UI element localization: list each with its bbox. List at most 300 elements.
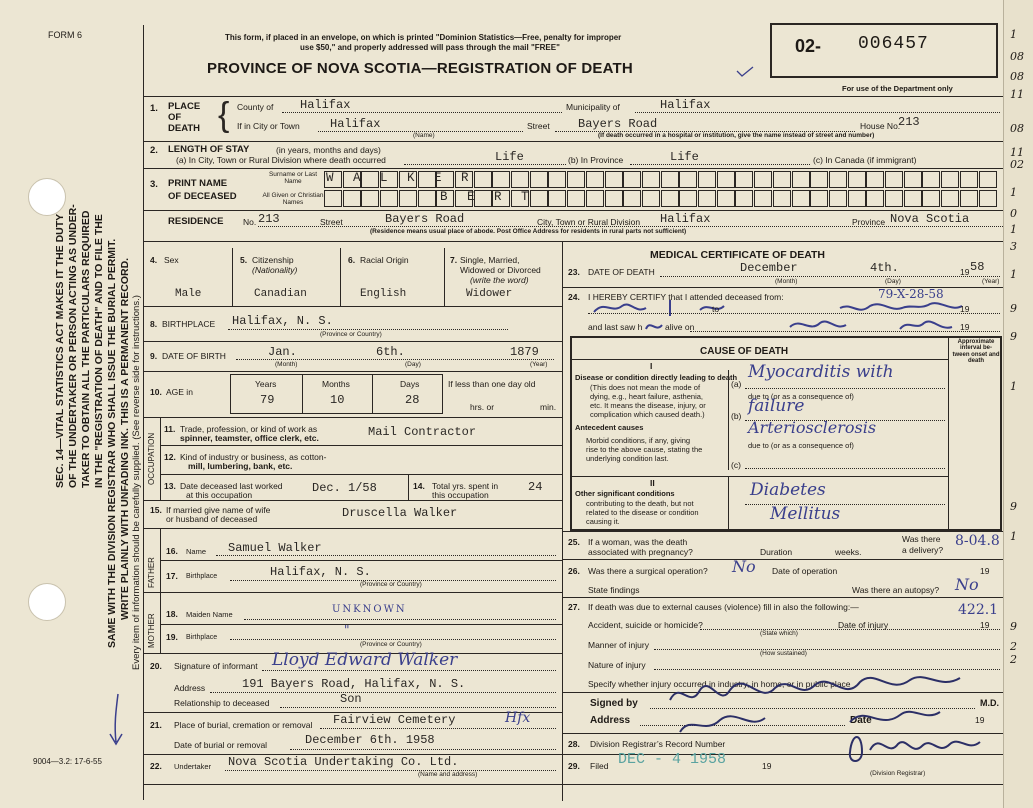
death-day-value: 4th. bbox=[870, 261, 899, 275]
relationship-value: Son bbox=[340, 692, 362, 706]
pregnancy-label-2: associated with pregnancy? bbox=[588, 547, 693, 557]
other-condition-1: Diabetes bbox=[750, 480, 826, 500]
brace: { bbox=[218, 96, 230, 134]
stay-c-label: (c) In Canada (if immigrant) bbox=[813, 155, 917, 165]
edge-code: 1 bbox=[1010, 530, 1017, 543]
letter-cell bbox=[717, 190, 735, 207]
postal-note-1: This form, if placed in an envelope, on which is printed "Dominion Statistics—Free, penalty for improper bbox=[225, 33, 622, 42]
rule bbox=[302, 374, 303, 414]
item-num: 16. bbox=[166, 546, 178, 556]
res-province-label: Province bbox=[852, 217, 886, 227]
rule bbox=[143, 371, 562, 372]
rule bbox=[143, 306, 562, 307]
item-num: 25. bbox=[568, 537, 580, 547]
immediate-note: complication which caused death.) bbox=[590, 410, 705, 419]
letter-cell bbox=[754, 171, 772, 188]
letter-cell bbox=[960, 190, 978, 207]
years-spent-label: Total yrs. spent in bbox=[432, 481, 499, 491]
manner-label: Manner of injury bbox=[588, 640, 649, 650]
field-line bbox=[745, 468, 945, 469]
field-line bbox=[225, 770, 556, 771]
other-conditions-label: Other significant conditions bbox=[575, 489, 675, 498]
cause-title: CAUSE OF DEATH bbox=[700, 346, 789, 357]
external-causes-label: If death was due to external causes (violence) fill in also the following:— bbox=[588, 602, 859, 612]
informant-sig-label: Signature of informant bbox=[174, 661, 258, 671]
death-month-value: December bbox=[740, 261, 798, 275]
item-num: 24. bbox=[568, 292, 580, 302]
father-name-label: Name bbox=[186, 547, 207, 556]
letter-cell bbox=[754, 190, 772, 207]
rule bbox=[160, 528, 161, 653]
res-no-value: 213 bbox=[258, 212, 280, 226]
record-number-label: Division Registrar’s Record Number bbox=[590, 739, 726, 749]
edge-code: 1 bbox=[1010, 223, 1017, 236]
informant-signature: Lloyd Edward Walker bbox=[272, 650, 458, 670]
edge-code: 0 bbox=[1010, 207, 1017, 220]
weeks-label: weeks. bbox=[835, 547, 862, 557]
mother-name-label: Maiden Name bbox=[186, 610, 233, 619]
letter-cell bbox=[979, 171, 997, 188]
rule bbox=[143, 500, 562, 501]
year-prefix: 19 bbox=[762, 761, 772, 771]
mother-name-value: UNKNOWN bbox=[332, 604, 407, 615]
burial-place-label: Place of burial, cremation or removal bbox=[174, 720, 313, 730]
sidebar-line-6: WRITE PLAINLY WITH UNFADING INK. THIS IS A PERMANENT RECORD. bbox=[119, 257, 131, 620]
sidebar-line-1: SEC. 14—VITAL STATISTICS ACT MAKES IT THE DUTY bbox=[54, 213, 66, 488]
father-birthplace-label: Birthplace bbox=[186, 573, 218, 580]
edge-code: 08 bbox=[1010, 50, 1024, 63]
rule bbox=[143, 96, 1003, 97]
rule bbox=[143, 417, 562, 418]
letter-cell bbox=[773, 171, 791, 188]
given-value: B E R T bbox=[440, 190, 535, 204]
due-to-label: due to (or as a consequence of) bbox=[748, 392, 854, 401]
item-num: 21. bbox=[150, 720, 162, 730]
rule bbox=[160, 445, 562, 446]
letter-cell bbox=[361, 190, 379, 207]
edge-code: 2 bbox=[1010, 640, 1017, 653]
date-label: Date bbox=[850, 715, 872, 726]
letter-cell bbox=[642, 190, 660, 207]
letter-cell bbox=[979, 190, 997, 207]
letter-cell bbox=[698, 190, 716, 207]
months-label: Months bbox=[322, 379, 350, 389]
part-one-label: I bbox=[650, 361, 653, 371]
age-months-value: 10 bbox=[330, 393, 345, 407]
field-line bbox=[745, 388, 945, 389]
item-num: 4. bbox=[150, 255, 158, 265]
age-years-value: 79 bbox=[260, 393, 275, 407]
field-line bbox=[630, 164, 810, 165]
spouse-label-2: or husband of deceased bbox=[166, 514, 258, 524]
immediate-note: dying, e.g., heart failure, asthenia, bbox=[590, 392, 703, 401]
letter-cell bbox=[904, 171, 922, 188]
edge-code: 1 bbox=[1010, 28, 1017, 41]
registrar-caption: (Division Registrar) bbox=[870, 770, 926, 777]
last-worked-label-2: at this occupation bbox=[186, 490, 253, 500]
residence-note: (Residence means usual place of abode. Post Office Address for residents in rural parts not sufficient) bbox=[370, 228, 687, 235]
letter-cell bbox=[922, 171, 940, 188]
punch-hole-top bbox=[28, 178, 66, 216]
letter-cell bbox=[885, 171, 903, 188]
burial-date-value: December 6th. 1958 bbox=[305, 733, 435, 747]
to-label: to bbox=[712, 304, 720, 314]
letter-cell bbox=[530, 171, 548, 188]
mother-birthplace-label: Birthplace bbox=[186, 634, 218, 641]
field-line bbox=[228, 329, 508, 330]
attended-note: 79-X-28-58 bbox=[878, 287, 944, 301]
filed-date-stamp: DEC - 4 1958 bbox=[618, 751, 727, 768]
item-num: 5. bbox=[240, 255, 248, 265]
stay-label: LENGTH OF STAY bbox=[168, 144, 250, 155]
undertaker-label: Undertaker bbox=[174, 762, 212, 771]
pregnancy-label: If a woman, was the death bbox=[588, 537, 688, 547]
letter-cell bbox=[548, 190, 566, 207]
citizenship-sub: (Nationality) bbox=[252, 265, 298, 275]
form-title: PROVINCE OF NOVA SCOTIA—REGISTRATION OF DEATH bbox=[207, 60, 633, 77]
letter-cell bbox=[810, 190, 828, 207]
other-condition-2: Mellitus bbox=[770, 504, 841, 524]
edge-code: 3 bbox=[1010, 240, 1017, 253]
rule bbox=[160, 560, 562, 561]
rule bbox=[408, 474, 409, 500]
dob-month-value: Jan. bbox=[268, 345, 297, 359]
letter-cell bbox=[960, 171, 978, 188]
rule bbox=[143, 528, 562, 529]
dept-use-label: For use of the Department only bbox=[842, 84, 953, 93]
birthplace-sub: (Province or Country) bbox=[320, 331, 382, 338]
rule bbox=[570, 359, 948, 360]
street-label: Street bbox=[527, 121, 550, 131]
medical-certificate-title: MEDICAL CERTIFICATE OF DEATH bbox=[650, 249, 825, 261]
letter-cell bbox=[511, 171, 529, 188]
letter-cell bbox=[829, 171, 847, 188]
year-prefix: 19 bbox=[960, 322, 970, 332]
sidebar-line-5: SAME WITH THE DIVISION REGISTRAR WHO SHALL ISSUE THE BURIAL PERMIT. bbox=[106, 238, 118, 648]
due-to-label: due to (or as a consequence of) bbox=[748, 441, 854, 450]
other-note: related to the disease or condition bbox=[586, 508, 699, 517]
letter-cell bbox=[642, 171, 660, 188]
occupation-examples: spinner, teamster, office clerk, etc. bbox=[180, 433, 319, 443]
stay-a-value: Life bbox=[495, 150, 524, 164]
days-label: Days bbox=[400, 379, 420, 389]
year-caption: (Year) bbox=[982, 278, 1000, 285]
pen-tick-mark bbox=[100, 690, 130, 750]
date-of-death-label: DATE OF DEATH bbox=[588, 267, 655, 277]
letter-cell bbox=[343, 190, 361, 207]
age-label: AGE in bbox=[166, 387, 193, 397]
father-side-label: FATHER bbox=[147, 557, 156, 588]
letter-cell bbox=[623, 190, 641, 207]
letter-cell bbox=[735, 190, 753, 207]
field-line bbox=[262, 670, 556, 671]
delivery-code: 8-04.8 bbox=[955, 533, 1000, 549]
duration-label: Duration bbox=[760, 547, 793, 557]
item-num: 19. bbox=[166, 632, 178, 642]
occupation-value: Mail Contractor bbox=[368, 425, 477, 439]
age-days-value: 28 bbox=[405, 393, 420, 407]
citizenship-label: Citizenship bbox=[252, 255, 294, 265]
other-note: causing it. bbox=[586, 517, 620, 526]
burial-date-label: Date of burial or removal bbox=[174, 740, 268, 750]
letter-cell bbox=[605, 171, 623, 188]
sidebar-line-7: Every item of information should be carefully supplied. (See reverse side for instructions.) bbox=[131, 295, 142, 670]
letter-cell bbox=[492, 171, 510, 188]
undertaker-value: Nova Scotia Undertaking Co. Ltd. bbox=[228, 755, 459, 769]
years-label: Years bbox=[255, 379, 277, 389]
field-line bbox=[700, 629, 1000, 630]
of-deceased-label: OF DECEASED bbox=[168, 191, 237, 202]
letter-cell bbox=[885, 190, 903, 207]
edge-code: 1 bbox=[1010, 380, 1017, 393]
rule bbox=[340, 248, 341, 306]
letter-cell bbox=[941, 190, 959, 207]
field-line bbox=[290, 749, 556, 750]
father-birthplace-value: Halifax, N. S. bbox=[270, 565, 371, 579]
year-prefix: 19 bbox=[975, 715, 985, 725]
item-num: 6. bbox=[348, 255, 356, 265]
name-caption: (Name) bbox=[413, 132, 435, 139]
stay-sub: (in years, months and days) bbox=[276, 145, 381, 155]
item-num: 12. bbox=[164, 452, 176, 462]
certify-label: I HEREBY CERTIFY that I attended deceased from: bbox=[588, 292, 784, 302]
item-num: 29. bbox=[568, 761, 580, 771]
letter-cell bbox=[661, 190, 679, 207]
item-num: 14. bbox=[413, 481, 425, 491]
letter-cell bbox=[380, 190, 398, 207]
filed-label: Filed bbox=[590, 761, 609, 771]
sidebar-line-2: OF THE UNDERTAKER OR PERSON ACTING AS UNDER- bbox=[67, 204, 79, 488]
autopsy-value: No bbox=[955, 575, 979, 594]
autopsy-label: Was there an autopsy? bbox=[852, 585, 940, 595]
last-seen-handwriting bbox=[640, 313, 1010, 337]
cause-a-marker: (a) bbox=[731, 379, 742, 389]
item-num: 27. bbox=[568, 602, 580, 612]
cause-b-value: failure bbox=[748, 396, 805, 416]
edge-code: 9 bbox=[1010, 302, 1017, 315]
antecedent-note: rise to the above cause, stating the bbox=[586, 445, 703, 454]
year-prefix: 19 bbox=[980, 620, 990, 630]
city-label: If in City or Town bbox=[237, 121, 300, 131]
last-worked-label: Date deceased last worked bbox=[180, 481, 283, 491]
cause-c-value: Arteriosclerosis bbox=[748, 418, 877, 437]
dob-label: DATE OF BIRTH bbox=[162, 351, 226, 361]
letter-cell bbox=[399, 190, 417, 207]
rule bbox=[143, 168, 1003, 169]
column-divider bbox=[562, 241, 563, 801]
city-value: Halifax bbox=[330, 117, 381, 131]
letter-cell bbox=[679, 190, 697, 207]
edge-code: 11 bbox=[1010, 88, 1024, 101]
antecedent-note: Morbid conditions, if any, giving bbox=[586, 436, 691, 445]
findings-label: State findings bbox=[588, 585, 640, 595]
rule bbox=[160, 474, 562, 475]
letter-cell bbox=[866, 171, 884, 188]
cause-b-marker: (b) bbox=[731, 411, 742, 421]
mother-birthplace-value: " bbox=[344, 623, 350, 637]
edge-code: 1 bbox=[1010, 268, 1017, 281]
field-line bbox=[210, 692, 556, 693]
item-num: 17. bbox=[166, 571, 178, 581]
edge-code: 9 bbox=[1010, 500, 1017, 513]
years-spent-value: 24 bbox=[528, 480, 543, 494]
citizenship-value: Canadian bbox=[254, 288, 307, 300]
day-caption: (Day) bbox=[885, 278, 901, 285]
immediate-cause-label: Disease or condition directly leading to death bbox=[575, 373, 738, 382]
field-line bbox=[230, 639, 556, 640]
item-num: 8. bbox=[150, 319, 158, 329]
item-num: 2. bbox=[150, 145, 158, 156]
field-line bbox=[258, 226, 1003, 227]
interval-header: Approximate interval be- tween onset and death bbox=[952, 339, 1000, 364]
antecedent-label: Antecedent causes bbox=[575, 423, 644, 432]
informant-address-value: 191 Bayers Road, Halifax, N. S. bbox=[242, 677, 466, 691]
month-caption: (Month) bbox=[775, 278, 798, 285]
res-no-label: No. bbox=[243, 217, 257, 227]
accident-label: Accident, suicide or homicide? bbox=[588, 620, 703, 630]
item-num: 10. bbox=[150, 387, 162, 397]
registrar-signature bbox=[840, 722, 1000, 772]
res-city-value: Halifax bbox=[660, 212, 711, 226]
field-line bbox=[690, 331, 1000, 332]
years-spent-label-2: this occupation bbox=[432, 490, 489, 500]
death-label: DEATH bbox=[168, 123, 201, 134]
signed-by-label: Signed by bbox=[590, 698, 638, 709]
item-num: 1. bbox=[150, 103, 158, 114]
letter-cell bbox=[922, 190, 940, 207]
item-num: 3. bbox=[150, 179, 158, 190]
letter-cell bbox=[586, 190, 604, 207]
letter-cell bbox=[735, 171, 753, 188]
dob-day-value: 6th. bbox=[376, 345, 405, 359]
rule bbox=[570, 476, 948, 477]
field-line bbox=[404, 164, 566, 165]
house-label: House No. bbox=[860, 121, 901, 131]
county-label: County of bbox=[237, 102, 274, 112]
marital-label-2: Widowed or Divorced bbox=[460, 265, 541, 275]
undertaker-sub: (Name and address) bbox=[418, 771, 478, 778]
alive-on-label: alive on bbox=[665, 322, 695, 332]
reg-prefix: 02- bbox=[795, 36, 822, 56]
stay-a-label: (a) In City, Town or Rural Division where death occurred bbox=[176, 155, 386, 165]
letter-cell bbox=[717, 171, 735, 188]
field-line bbox=[216, 555, 556, 556]
residence-label: RESIDENCE bbox=[168, 216, 224, 227]
marital-value: Widower bbox=[466, 288, 513, 300]
surname-label: Surname or Last Name bbox=[268, 171, 318, 185]
last-saw-label: and last saw h bbox=[588, 322, 643, 332]
surgical-op-value: No bbox=[732, 557, 756, 576]
death-year-prefix: 19 bbox=[960, 267, 970, 277]
day-caption: (Day) bbox=[405, 361, 421, 368]
field-line bbox=[635, 112, 1000, 113]
field-line bbox=[282, 112, 562, 113]
field-line bbox=[654, 649, 1000, 650]
death-year-value: 58 bbox=[970, 260, 985, 274]
letter-cell bbox=[548, 171, 566, 188]
stay-b-label: (b) In Province bbox=[568, 155, 624, 165]
letter-cell bbox=[605, 190, 623, 207]
reg-number: 006457 bbox=[858, 34, 929, 54]
cause-c-marker: (c) bbox=[731, 460, 741, 470]
postal-note-2: use $50," and properly addressed will pass through the mail "FREE" bbox=[300, 43, 560, 52]
item-num: 22. bbox=[150, 761, 162, 771]
industry-examples: mill, lumbering, bank, etc. bbox=[188, 461, 293, 471]
other-note: contributing to the death, but not bbox=[586, 499, 694, 508]
delivery-label-2: a delivery? bbox=[902, 545, 944, 555]
edge-code: 9 bbox=[1010, 330, 1017, 343]
house-value: 213 bbox=[898, 115, 920, 129]
item-num: 7. bbox=[450, 255, 458, 265]
rule bbox=[562, 597, 1003, 598]
mother-side-label: MOTHER bbox=[147, 613, 156, 648]
cause-a-value: Myocarditis with bbox=[748, 362, 894, 382]
year-caption: (Year) bbox=[530, 361, 548, 368]
letter-cell bbox=[661, 171, 679, 188]
state-which-caption: (State which) bbox=[760, 630, 798, 637]
occupation-label: Trade, profession, or kind of work as bbox=[180, 424, 318, 434]
letter-cell bbox=[792, 190, 810, 207]
how-sustained-caption: (How sustained) bbox=[760, 650, 807, 657]
edge-code: 08 bbox=[1010, 122, 1024, 135]
item-num: 13. bbox=[164, 481, 176, 491]
field-line bbox=[660, 276, 1000, 277]
form-number: FORM 6 bbox=[48, 30, 83, 40]
burial-place-value: Fairview Cemetery bbox=[333, 713, 456, 727]
rule bbox=[728, 370, 729, 470]
item-num: 28. bbox=[568, 739, 580, 749]
rule bbox=[372, 374, 373, 414]
rule bbox=[232, 248, 233, 306]
industry-label: Kind of industry or business, as cotton- bbox=[180, 452, 327, 462]
item-num: 18. bbox=[166, 609, 178, 619]
item-num: 11. bbox=[164, 424, 176, 434]
md-label: M.D. bbox=[980, 698, 999, 708]
race-label: Racial Origin bbox=[360, 255, 409, 265]
sex-value: Male bbox=[175, 288, 202, 300]
municipality-value: Halifax bbox=[660, 98, 711, 112]
surgical-op-label: Was there a surgical operation? bbox=[588, 566, 708, 576]
spouse-value: Druscella Walker bbox=[342, 506, 458, 520]
rule bbox=[160, 624, 562, 625]
letter-cell bbox=[567, 171, 585, 188]
municipality-label: Municipality of bbox=[566, 102, 620, 112]
item-num: 9. bbox=[150, 351, 158, 361]
immediate-note: etc. It means the disease, injury, or bbox=[590, 401, 706, 410]
letter-cell bbox=[792, 171, 810, 188]
race-value: English bbox=[360, 288, 407, 300]
letter-cell bbox=[904, 190, 922, 207]
father-birthplace-sub: (Province or Country) bbox=[360, 581, 422, 588]
letter-cell bbox=[829, 190, 847, 207]
rule bbox=[728, 476, 729, 531]
injury-date-label: Date of injury bbox=[838, 620, 889, 630]
specify-label: Specify whether injury occurred in industry, in home, or in public place bbox=[588, 679, 851, 689]
dob-year-value: 1879 bbox=[510, 345, 539, 359]
sex-label: Sex bbox=[164, 255, 179, 265]
delivery-label: Was there bbox=[902, 534, 941, 544]
res-province-value: Nova Scotia bbox=[890, 212, 970, 226]
check-mark bbox=[735, 65, 755, 79]
rule bbox=[562, 559, 1003, 560]
edge-code: 02 bbox=[1010, 158, 1024, 171]
address-label: Address bbox=[590, 715, 631, 726]
surname-value: W A L K E R bbox=[326, 171, 475, 185]
cause-code: 422.1 bbox=[958, 602, 999, 618]
edge-code: 2 bbox=[1010, 653, 1017, 666]
year-prefix: 19 bbox=[980, 566, 990, 576]
item-num: 26. bbox=[568, 566, 580, 576]
